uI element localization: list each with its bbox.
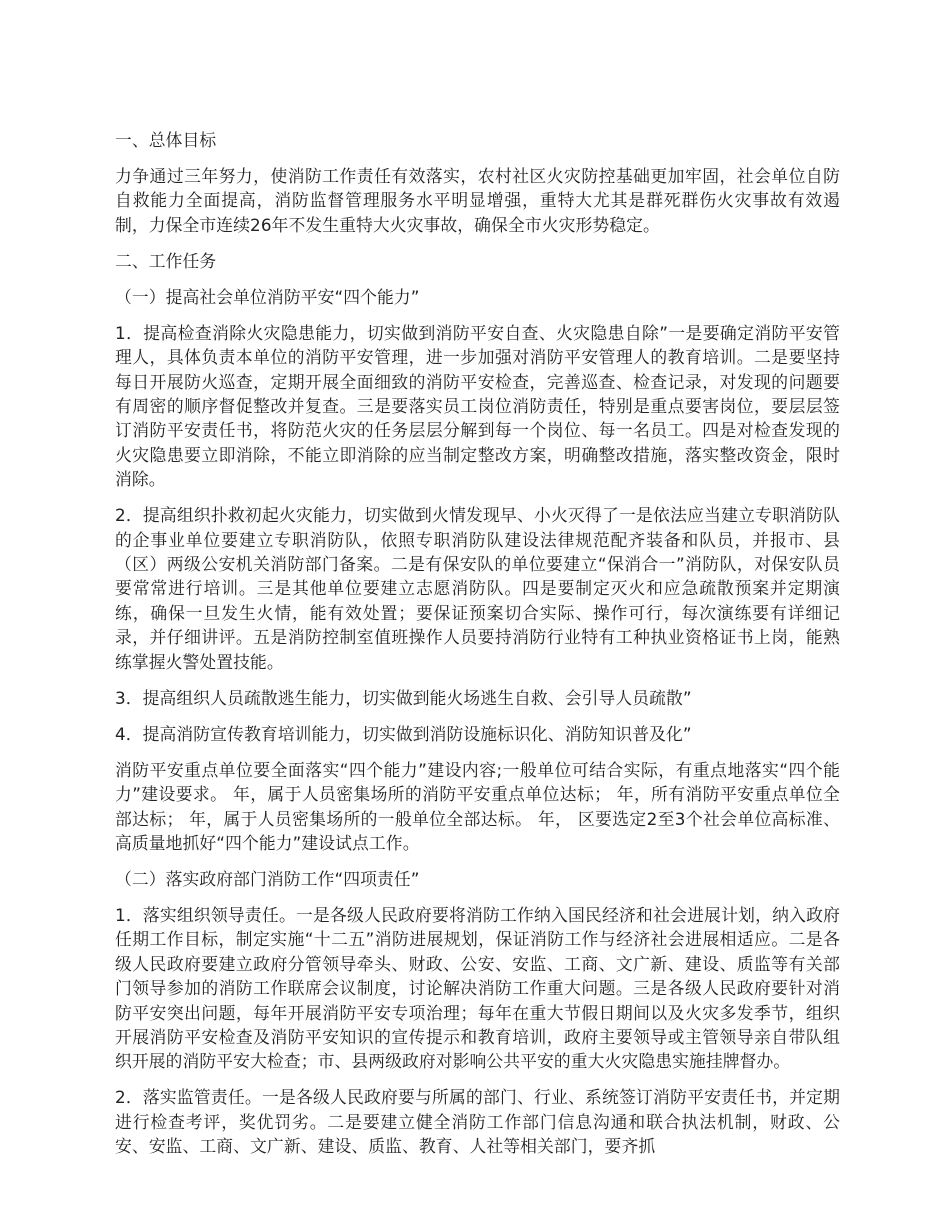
paragraph-ability-4: 4．提高消防宣传教育培训能力，切实做到消防设施标识化、消防知识普及化”: [115, 723, 692, 744]
document-page: [115, 128, 840, 1170]
paragraph-responsibility-1: 1．落实组织领导责任。一是各级人民政府要将消防工作纳入国民经济和社会进展计划，纳入政府任期工作目标，制定实施“十二五”消防进展规划，保证消防工作与经济社会进展相适应。二是各级人民政府要建立政府分管领导牵头、财政、公安、安监、工商、文广新、建设、质监等有关部门领导参加的消防工作联席会议制度，讨论解决消防工作重大问题。三是各级人民政府要针对消防平安突出问题，每年开展消防平安专项治理；每年在重大节假日期间以及火灾多发季节，组织开展消防平安检查及消防平安知识的宣传提示和教育培训，政府主要领导或主管领导亲自带队组织开展的消防平安大检查；市、县两级政府对影响公共平安的重大火灾隐患实施挂牌督办。: [115, 904, 840, 1072]
paragraph-overall-goal: 力争通过三年努力，使消防工作责任有效落实，农村社区火灾防控基础更加牢固，社会单位自防自救能力全面提高，消防监督管理服务水平明显增强，重特大尤其是群死群伤火灾事故有效遏制，力保全市连续26年不发生重特大火灾事故，确保全市火灾形势稳定。: [115, 166, 840, 235]
subsection-heading-four-responsibilities: （二）落实政府部门消防工作“四项责任”: [115, 868, 420, 889]
paragraph-ability-requirements: 消防平安重点单位要全面落实“四个能力”建设内容;一般单位可结合实际，有重点地落实“四个能力”建设要求。 年，属于人员密集场所的消防平安重点单位达标； 年，所有消防平安重点单位全部达标； 年，属于人员密集场所的一般单位全部达标。 年， 区要选定2至3个社会单位高标准、高质量地抓好“四个能力”建设试点工作。: [115, 759, 840, 853]
paragraph-ability-3: 3．提高组织人员疏散逃生能力，切实做到能火场逃生自救、会引导人员疏散”: [115, 687, 692, 708]
section-heading-tasks: 二、工作任务: [115, 250, 217, 271]
subsection-heading-four-abilities: （一）提高社会单位消防平安“四个能力”: [115, 286, 420, 307]
paragraph-responsibility-2: 2．落实监管责任。一是各级人民政府要与所属的部门、行业、系统签订消防平安责任书，并定期进行检查考评，奖优罚劣。二是要建立健全消防工作部门信息沟通和联合执法机制，财政、公安、安监、工商、文广新、建设、质监、教育、人社等相关部门，要齐抓: [115, 1087, 840, 1157]
paragraph-ability-2: 2．提高组织扑救初起火灾能力，切实做到火情发现早、小火灭得了一是依法应当建立专职消防队的企事业单位要建立专职消防队，依照专职消防队建设法律规范配齐装备和队员，并报市、县（区）两级公安机关消防部门备案。二是有保安队的单位要建立“保消合一”消防队，对保安队员要常常进行培训。三是其他单位要建立志愿消防队。四是要制定灭火和应急疏散预案并定期演练，确保一旦发生火情，能有效处置；要保证预案切合实际、操作可行，每次演练要有详细记录，并仔细讲评。五是消防控制室值班操作人员要持消防行业特有工种执业资格证书上岗，能熟练掌握火警处置技能。: [115, 505, 840, 672]
paragraph-ability-1: 1．提高检查消除火灾隐患能力，切实做到消防平安自查、火灾隐患自除”一是要确定消防平安管理人，具体负责本单位的消防平安管理，进一步加强对消防平安管理人的教育培训。二是要坚持每日开展防火巡查，定期开展全面细致的消防平安检查，完善巡查、检查记录，对发现的问题要有周密的顺序督促整改并复查。三是要落实员工岗位消防责任，特别是重点要害岗位，要层层签订消防平安责任书，将防范火灾的任务层层分解到每一个岗位、每一名员工。四是对检查发现的火灾隐患要立即消除，不能立即消除的应当制定整改方案，明确整改措施，落实整改资金，限时消除。: [115, 322, 840, 490]
section-heading-overall-goal: 一、总体目标: [115, 130, 217, 150]
